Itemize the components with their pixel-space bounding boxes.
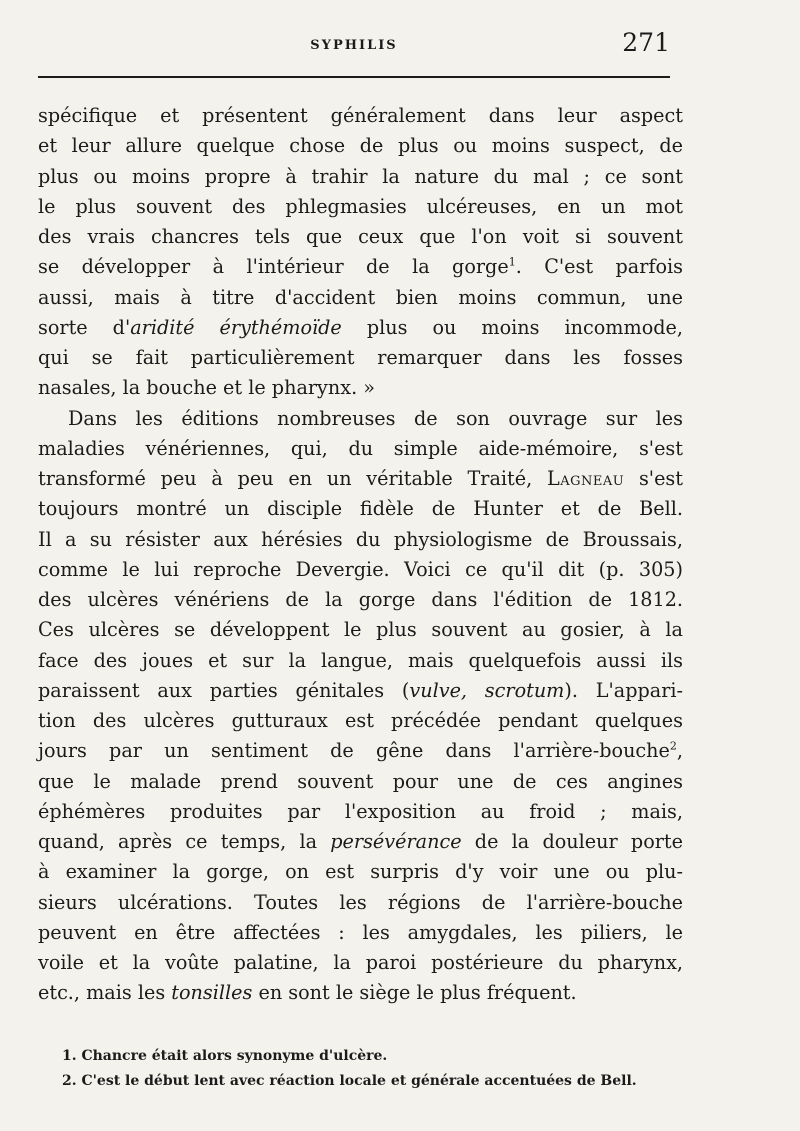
text-line: [38, 978, 683, 1008]
text-line: comme le lui reproche Devergie. Voici ce qu'il dit (p. 305): [38, 557, 683, 581]
text-run: ). L'appari-: [564, 678, 684, 702]
text-line: qui se fait particulièrement remarquer dans les fosses: [38, 346, 683, 369]
text-line: [38, 736, 683, 766]
text-line: éphémères produites par l'exposition au froid ; mais,: [38, 799, 683, 823]
text-run: se développer à l'intérieur de la gorge: [38, 255, 509, 279]
text-line: spécifique et présentent généralement dans leur aspect: [38, 104, 683, 127]
text-line: tion des ulcères gutturaux est précédée pendant quelques: [38, 709, 683, 732]
text-line: aussi, mais à titre d'accident bien moins commun, une: [38, 285, 683, 309]
footnote-1: 1. Chancre était alors synonyme d'ulcère.: [62, 1048, 388, 1064]
text-run: . C'est parfois: [515, 255, 684, 279]
footnote-ref: 2: [669, 739, 677, 753]
text-line: plus ou moins propre à trahir la nature du mal ; ce sont: [38, 164, 683, 188]
text-line: nasales, la bouche et le pharynx. »: [38, 376, 376, 400]
text-run: plus ou moins incommode,: [341, 315, 683, 339]
text-line: Il a su résister aux hérésies du physiologisme de Broussais,: [38, 527, 683, 551]
text-line: des ulcères vénériens de la gorge dans l'édition de 1812.: [38, 588, 683, 611]
text-run: paraissent aux parties génitales (: [38, 678, 410, 702]
italic-run: tonsilles: [171, 981, 253, 1005]
text-line: [38, 676, 683, 706]
text-run: transformé peu à peu en un véritable Traité,: [38, 467, 547, 490]
text-line: [38, 252, 683, 282]
text-line: des vrais chancres tels que ceux que l'on voit si souvent: [38, 225, 683, 248]
text-line: sieurs ulcérations. Toutes les régions de l'arrière-bouche: [38, 890, 683, 914]
text-run: en sont le siège le plus fréquent.: [252, 981, 577, 1005]
footnotes: [62, 1044, 702, 1094]
text-line: [38, 464, 683, 494]
text-run: de la douleur porte: [461, 830, 683, 853]
text-run: ,: [676, 739, 683, 763]
header-rule: [38, 76, 670, 78]
text-line: face des joues et sur la langue, mais quelquefois aussi ils: [38, 648, 683, 672]
italic-run: persévérance: [330, 830, 462, 853]
text-line: [38, 313, 683, 343]
italic-run: aridité érythémoïde: [130, 315, 342, 339]
text-line: peuvent en être affectées : les amygdales, les piliers, le: [38, 920, 683, 944]
text-line: voile et la voûte palatine, la paroi postérieure du pharynx,: [38, 951, 683, 974]
running-head: SYPHILIS: [310, 38, 398, 53]
text-line: [38, 827, 683, 857]
text-run: s'est: [624, 467, 683, 490]
text-line: et leur allure quelque chose de plus ou moins suspect, de: [38, 134, 683, 158]
text-line: maladies vénériennes, qui, du simple aide-mémoire, s'est: [38, 436, 683, 460]
body-text: [38, 101, 683, 1009]
text-line: Dans les éditions nombreuses de son ouvrage sur les: [68, 406, 683, 430]
footnote-2: 2. C'est le début lent avec réaction locale et générale accentuées de Bell.: [62, 1073, 637, 1089]
footnote-ref: 1: [508, 255, 516, 269]
text-run: quand, après ce temps, la: [38, 830, 331, 853]
smallcaps-name: Lagneau: [546, 467, 625, 490]
text-line: toujours montré un disciple fidèle de Hunter et de Bell.: [38, 497, 683, 521]
text-line: le plus souvent des phlegmasies ulcéreuses, en un mot: [38, 194, 683, 218]
text-line: Ces ulcères se développent le plus souvent au gosier, à la: [38, 618, 683, 642]
page-number: 271: [622, 28, 670, 57]
italic-run: vulve, scrotum: [409, 678, 565, 702]
text-run: etc., mais les: [38, 981, 172, 1005]
text-line: à examiner la gorge, on est surpris d'y voir une ou plu-: [38, 860, 683, 884]
text-run: sorte d': [38, 315, 131, 339]
text-line: que le malade prend souvent pour une de ces angines: [38, 769, 683, 793]
text-run: jours par un sentiment de gêne dans l'arrière-bouche: [38, 739, 670, 763]
page-header: [38, 28, 670, 64]
